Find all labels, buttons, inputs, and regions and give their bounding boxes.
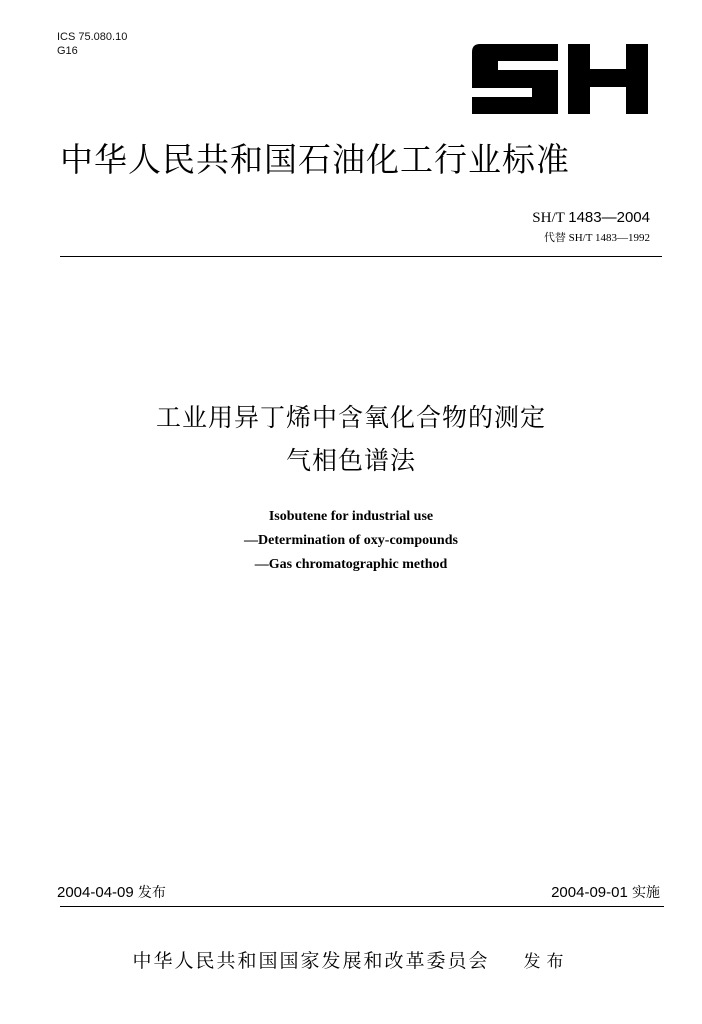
standard-number [532, 209, 650, 227]
classification-codes [57, 30, 127, 58]
english-title-line-3: —Gas chromatographic method [254, 557, 448, 572]
english-title-line-1: Isobutene for industrial use [268, 509, 434, 524]
replaces-standard: 代替 SH/T 1483—1992 [543, 232, 650, 244]
issue-label: 发布 [137, 885, 166, 901]
standard-prefix: SH/T [532, 210, 565, 226]
issue-date: 2004-04-09 [57, 884, 134, 901]
issue-date-block [57, 882, 166, 902]
effective-label: 实施 [632, 885, 660, 901]
english-title-line-2: —Determination of oxy-compounds [244, 533, 458, 548]
header-divider [60, 256, 662, 257]
ccs-code: G16 [57, 45, 78, 57]
footer-divider [60, 906, 664, 907]
ics-code: ICS 75.080.10 [57, 31, 128, 43]
publisher-block [0, 946, 702, 973]
standard-code: 1483—2004 [568, 209, 650, 226]
standard-number-block [532, 209, 650, 245]
chinese-title-line-1: 工业用异丁烯中含氧化合物的测定 [155, 403, 546, 432]
publisher-action: 发布 [523, 952, 570, 972]
chinese-title-line-2: 气相色谱法 [285, 446, 416, 475]
effective-date: 2004-09-01 [551, 884, 628, 901]
effective-date-block [551, 882, 660, 902]
english-title [0, 505, 702, 577]
org-title: 中华人民共和国石油化工行业标准 [60, 140, 570, 179]
sh-logo [472, 44, 650, 114]
publisher-name: 中华人民共和国国家发展和改革委员会 [132, 950, 490, 972]
